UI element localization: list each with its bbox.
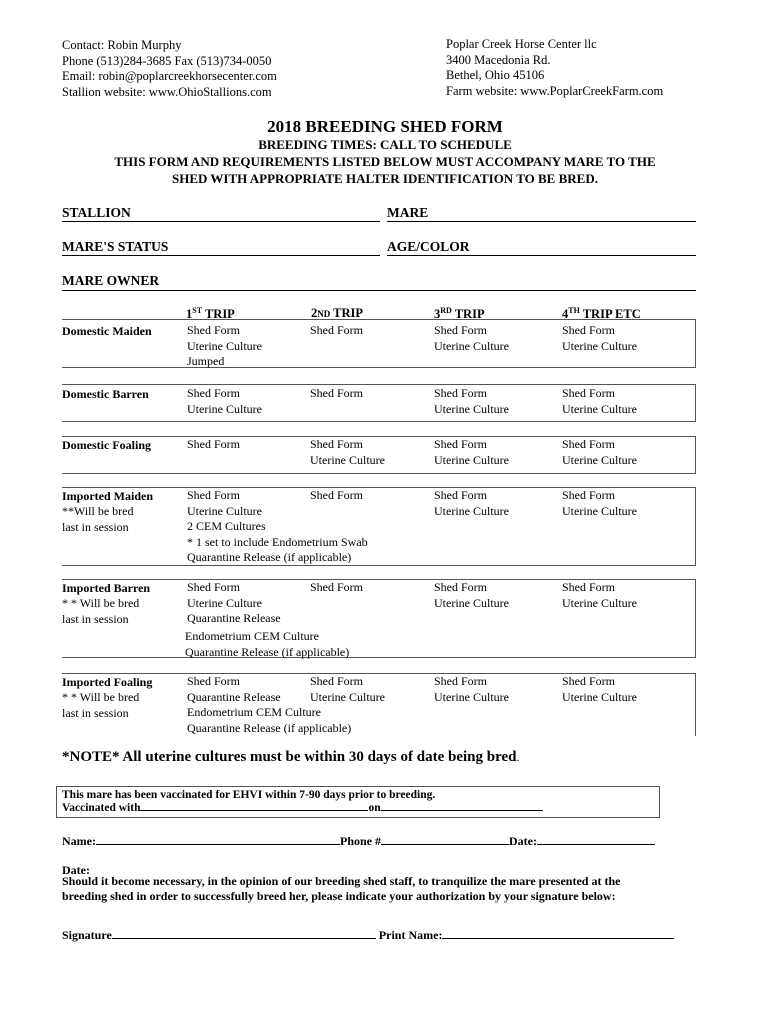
- center-street: 3400 Macedonia Rd.: [446, 52, 551, 67]
- imported-barren-trip1: Shed Form Uterine Culture Quarantine Release: [187, 580, 281, 625]
- center-address-block: [446, 37, 663, 99]
- contact-name: Contact: Robin Murphy: [62, 38, 182, 52]
- form-instructions: [0, 136, 770, 187]
- imported-barren-trip1-extra: Endometrium CEM Culture Quarantine Release (if applicable): [185, 629, 350, 659]
- trip-2-header: 2ND TRIP: [311, 306, 364, 320]
- domestic-barren-trip3: Shed Form Uterine Culture: [434, 386, 509, 416]
- vaccinated-on-field[interactable]: [381, 810, 543, 811]
- domestic-barren-trip4: Shed Form Uterine Culture: [562, 386, 637, 416]
- domestic-foaling-trip3: Shed Form Uterine Culture: [434, 437, 509, 467]
- mares-status-field[interactable]: [62, 255, 380, 256]
- row-label-imported-barren: Imported Barren: [62, 581, 151, 595]
- date-label-2: Date:: [62, 863, 90, 877]
- trip-3-header: 3RD TRIP: [434, 306, 485, 322]
- stallion-website: Stallion website: www.OhioStallions.com: [62, 84, 272, 99]
- vaccinated-with-row: Vaccinated with on: [62, 802, 543, 815]
- row-label-domestic-maiden: Domestic Maiden: [62, 324, 152, 338]
- contact-phone-fax: Phone (513)284-3685 Fax (513)734-0050: [62, 53, 272, 68]
- domestic-barren-trip2: Shed Form: [310, 386, 364, 400]
- phone-field[interactable]: [381, 844, 509, 845]
- age-color-label: AGE/COLOR: [387, 239, 470, 254]
- imported-barren-trip3: Shed Form Uterine Culture: [434, 580, 509, 610]
- mare-owner-label: MARE OWNER: [62, 273, 160, 288]
- stallion-label: STALLION: [62, 205, 131, 220]
- print-name-field[interactable]: [442, 938, 674, 939]
- imported-foaling-trip4: Shed Form Uterine Culture: [562, 674, 637, 704]
- domestic-foaling-trip2: Shed Form Uterine Culture: [310, 437, 385, 467]
- imported-barren-trip2: Shed Form: [310, 580, 364, 594]
- contact-email: Email: robin@poplarcreekhorsecenter.com: [62, 69, 277, 83]
- culture-note: *NOTE* All uterine cultures must be within 30 days of date being bred.: [62, 749, 520, 765]
- vaccinated-with-field[interactable]: [140, 810, 368, 811]
- signature-row: Signature Print Name:: [62, 928, 674, 943]
- signature-field[interactable]: [112, 938, 376, 939]
- center-name: Poplar Creek Horse Center llc: [446, 37, 597, 51]
- vaccination-statement: This mare has been vaccinated for EHVI within 7-90 days prior to breeding.: [62, 789, 436, 801]
- name-field[interactable]: [96, 844, 340, 845]
- domestic-maiden-trip1: Shed Form Uterine Culture Jumped: [187, 323, 262, 368]
- row-label-domestic-foaling: Domestic Foaling: [62, 438, 151, 452]
- domestic-maiden-trip3: Shed Form Uterine Culture: [434, 323, 509, 353]
- requirements-line-1: THIS FORM AND REQUIREMENTS LISTED BELOW MUST ACCOMPANY MARE TO THE: [114, 154, 656, 169]
- imported-foaling-trip2: Shed Form Uterine Culture: [310, 674, 385, 704]
- imported-maiden-trip1: Shed Form Uterine Culture 2 CEM Cultures * 1 set to include Endometrium Swab Quarantine Release (if applicable): [187, 488, 368, 564]
- row-label-imported-foaling: Imported Foaling: [62, 675, 153, 689]
- imported-foaling-note: * * Will be bred last in session: [62, 690, 140, 720]
- imported-maiden-trip4: Shed Form Uterine Culture: [562, 488, 637, 518]
- domestic-foaling-trip1: Shed Form: [187, 437, 241, 451]
- imported-barren-trip4: Shed Form Uterine Culture: [562, 580, 637, 610]
- imported-foaling-trip3: Shed Form Uterine Culture: [434, 674, 509, 704]
- stallion-field[interactable]: [62, 221, 380, 222]
- date-field[interactable]: [537, 844, 655, 845]
- trip-1-header: 1ST TRIP: [186, 306, 235, 322]
- row-label-domestic-barren: Domestic Barren: [62, 387, 149, 401]
- imported-foaling-trip1: Shed Form Quarantine Release Endometrium CEM Culture Quarantine Release (if applicable): [187, 674, 352, 735]
- trip-4-header: 4TH TRIP ETC: [562, 306, 641, 322]
- domestic-maiden-trip4: Shed Form Uterine Culture: [562, 323, 637, 353]
- mare-label: MARE: [387, 205, 429, 220]
- imported-maiden-trip2: Shed Form: [310, 488, 364, 502]
- contact-block: [62, 38, 277, 100]
- breeding-times-line: BREEDING TIMES: CALL TO SCHEDULE: [258, 137, 512, 152]
- mares-status-label: MARE'S STATUS: [62, 239, 169, 254]
- contact-signoff-row: Name: Phone # Date:: [62, 834, 655, 849]
- age-color-field[interactable]: [387, 255, 696, 256]
- mare-owner-field[interactable]: [62, 290, 696, 291]
- row-label-imported-maiden: Imported Maiden: [62, 489, 153, 503]
- domestic-maiden-trip2: Shed Form: [310, 323, 364, 337]
- tranquilize-authorization: Should it become necessary, in the opinion of our breeding shed staff, to tranquilize the mare presented at the breeding shed in order to successfully breed her, please indicate your authorization by your signature below:: [62, 874, 621, 903]
- form-title: 2018 BREEDING SHED FORM: [267, 117, 503, 136]
- imported-barren-note: * * Will be bred last in session: [62, 596, 140, 626]
- domestic-foaling-trip4: Shed Form Uterine Culture: [562, 437, 637, 467]
- imported-maiden-note: **Will be bred last in session: [62, 504, 134, 534]
- farm-website: Farm website: www.PoplarCreekFarm.com: [446, 83, 664, 98]
- requirements-line-2: SHED WITH APPROPRIATE HALTER IDENTIFICATION TO BE BRED.: [172, 171, 598, 186]
- center-city: Bethel, Ohio 45106: [446, 68, 545, 82]
- mare-field[interactable]: [387, 221, 696, 222]
- imported-maiden-trip3: Shed Form Uterine Culture: [434, 488, 509, 518]
- domestic-barren-trip1: Shed Form Uterine Culture: [187, 386, 262, 416]
